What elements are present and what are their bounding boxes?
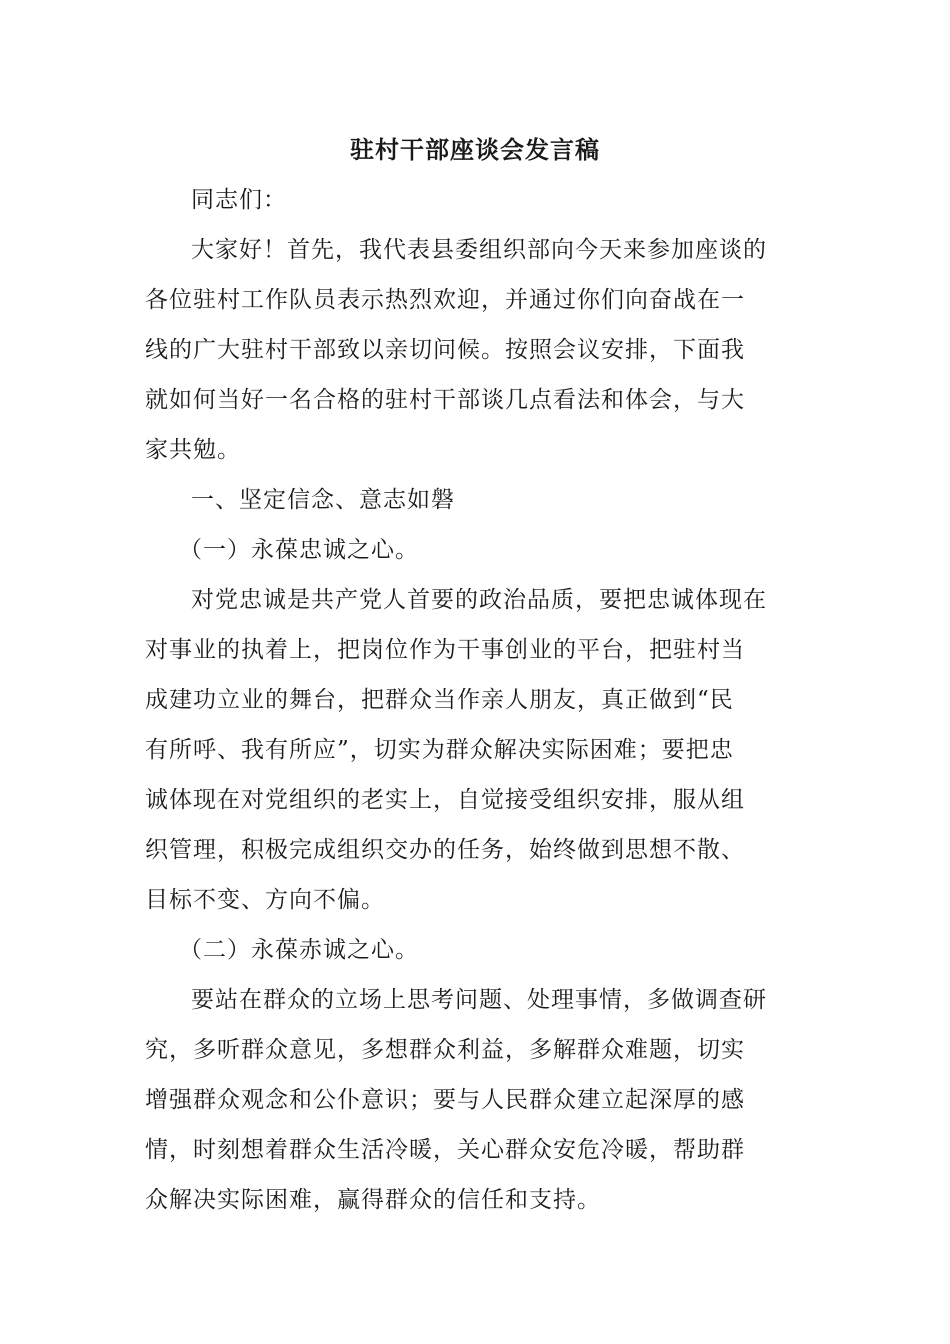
body-line: 诚体现在对党组织的老实上，自觉接受组织安排，服从组	[145, 787, 745, 813]
body-line: 成建功立业的舞台，把群众当作亲人朋友，真正做到“民	[145, 687, 734, 713]
body-line: 究，多听群众意见，多想群众利益，多解群众难题，切实	[145, 1037, 745, 1063]
section-heading-1: 一、坚定信念、意志如磐	[191, 487, 455, 513]
intro-line: 线的广大驻村干部致以亲切问候。按照会议安排，下面我	[145, 337, 745, 363]
body-line: 众解决实际困难，赢得群众的信任和支持。	[145, 1187, 601, 1213]
subsection-2-paragraph	[145, 975, 805, 1225]
body-line: 有所呼、我有所应”，切实为群众解决实际困难；要把忠	[145, 737, 734, 763]
body-line: 要站在群众的立场上思考问题、处理事情，多做调查研	[191, 987, 767, 1013]
intro-line: 大家好！首先，我代表县委组织部向今天来参加座谈的	[191, 237, 767, 263]
document-title: 驻村干部座谈会发言稿	[350, 135, 600, 164]
body-line: 情，时刻想着群众生活冷暖，关心群众安危冷暖，帮助群	[145, 1137, 745, 1163]
subsection-heading-1: （一）永葆忠诚之心。	[179, 537, 419, 563]
body-line: 增强群众观念和公仆意识；要与人民群众建立起深厚的感	[145, 1087, 745, 1113]
subsection-1-paragraph	[145, 575, 805, 925]
document-page	[145, 125, 805, 1225]
intro-line: 就如何当好一名合格的驻村干部谈几点看法和体会，与大	[145, 387, 745, 413]
body-line: 目标不变、方向不偏。	[145, 887, 385, 913]
body-line: 对党忠诚是共产党人首要的政治品质，要把忠诚体现在	[191, 587, 767, 613]
intro-line: 家共勉。	[145, 437, 241, 463]
subsection-heading-2: （二）永葆赤诚之心。	[179, 937, 419, 963]
salutation: 同志们：	[191, 187, 287, 213]
intro-paragraph	[145, 225, 805, 475]
body-line: 对事业的执着上，把岗位作为干事创业的平台，把驻村当	[145, 637, 745, 663]
body-line: 织管理，积极完成组织交办的任务，始终做到思想不散、	[145, 837, 745, 863]
intro-line: 各位驻村工作队员表示热烈欢迎，并通过你们向奋战在一	[145, 287, 745, 313]
